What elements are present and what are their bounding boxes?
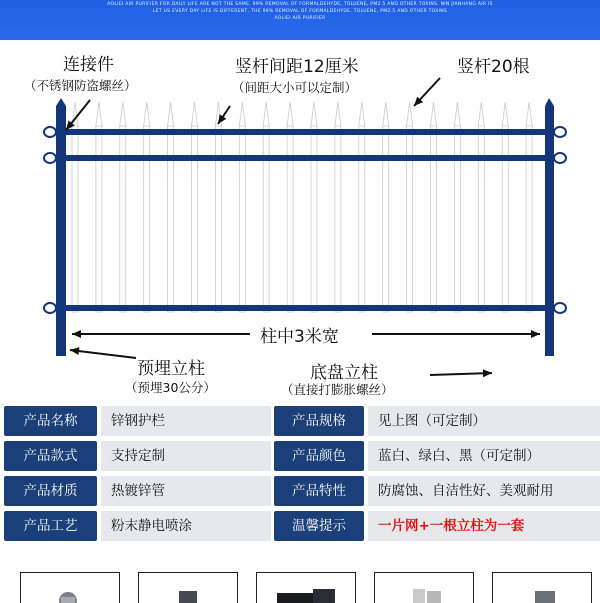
connector-bracket xyxy=(554,303,566,313)
connector-bracket xyxy=(554,153,566,163)
connector-bracket xyxy=(44,303,56,313)
picket-tip xyxy=(311,102,317,126)
picket xyxy=(263,124,269,312)
thumbnail-tube[interactable] xyxy=(256,572,356,603)
spec-value: 锌钢护栏 xyxy=(101,406,271,436)
picket-tip xyxy=(407,102,413,126)
connector-label: 连接件 xyxy=(63,55,114,75)
spec-label: 产品材质 xyxy=(4,476,97,506)
spec-value: 蓝白、绿白、黑（可定制） xyxy=(368,441,600,471)
spacing-label: 竖杆间距12厘米 xyxy=(235,57,359,77)
picket-tip xyxy=(454,102,460,126)
picket-tip xyxy=(144,102,150,126)
fence-diagram xyxy=(0,40,600,400)
picket-tip xyxy=(96,102,102,126)
picket xyxy=(144,124,150,312)
picket xyxy=(335,124,341,312)
picket xyxy=(311,124,317,312)
spacing-note: （间距大小可以定制） xyxy=(232,80,358,95)
thumbnail-cap[interactable] xyxy=(374,572,474,603)
spec-value: 支持定制 xyxy=(101,441,271,471)
spec-row xyxy=(4,441,600,471)
width-label: 柱中3米宽 xyxy=(257,322,342,347)
picket-tip xyxy=(478,102,484,126)
picket xyxy=(407,124,413,312)
picket-tip xyxy=(168,102,174,126)
connector-bracket xyxy=(554,127,566,137)
right-post xyxy=(545,106,554,356)
picket-tip xyxy=(120,102,126,126)
spec-row xyxy=(4,406,600,436)
connector-note: （不锈钢防盗螺丝） xyxy=(24,78,137,93)
picket xyxy=(502,124,508,312)
picket-tip xyxy=(335,102,341,126)
left-post xyxy=(56,106,66,356)
spec-label: 产品工艺 xyxy=(4,511,97,541)
spec-label: 温馨提示 xyxy=(274,511,364,541)
thumbnail-post[interactable] xyxy=(138,572,238,603)
picket-tip xyxy=(526,102,532,126)
spec-table xyxy=(4,406,600,546)
picket-tip xyxy=(359,102,365,126)
embedded-post-note: （预埋30公分） xyxy=(125,380,216,395)
picket xyxy=(383,124,389,312)
picket xyxy=(431,124,437,312)
spec-value: 粉末静电喷涂 xyxy=(101,511,271,541)
arrow-head xyxy=(483,369,492,377)
rail xyxy=(48,305,560,311)
picket xyxy=(526,124,532,312)
picket xyxy=(359,124,365,312)
thumbnail-screw[interactable] xyxy=(492,572,592,603)
connector-bracket xyxy=(44,127,56,137)
base-post-note: （直接打膨胀螺丝） xyxy=(281,382,394,397)
picket xyxy=(454,124,460,312)
picket xyxy=(215,124,221,312)
picket xyxy=(239,124,245,312)
arrow-line xyxy=(70,350,136,358)
picket xyxy=(168,124,174,312)
spec-value: 见上图（可定制） xyxy=(368,406,600,436)
picket xyxy=(478,124,484,312)
arrow-line xyxy=(430,373,492,375)
spec-label: 产品颜色 xyxy=(274,441,364,471)
left-post-cap xyxy=(56,98,66,106)
spec-label: 产品名称 xyxy=(4,406,97,436)
picket-tip xyxy=(431,102,437,126)
banner-text: AOLIEI AIR PURIFIER FOR DAILY LIFE ARE NOT THE SAME. 99% REMOVAL OF FORMALDEHYDE, TOLUENE, PM2.5 AND OTHER TOXINS. NIN JIANHANG AIR IS xyxy=(107,2,493,7)
spec-value: 防腐蚀、自洁性好、美观耐用 xyxy=(368,476,600,506)
spec-label: 产品特性 xyxy=(274,476,364,506)
spec-label: 产品款式 xyxy=(4,441,97,471)
spec-label: 产品规格 xyxy=(274,406,364,436)
thumbnail-connector[interactable] xyxy=(20,572,120,603)
rail xyxy=(48,129,560,135)
rail xyxy=(48,155,560,161)
picket-tip xyxy=(239,102,245,126)
top-banner xyxy=(0,0,600,40)
spec-value: 一片网+一根立柱为一套 xyxy=(368,511,600,541)
picket xyxy=(287,124,293,312)
embedded-post-label: 预埋立柱 xyxy=(137,359,205,379)
banner-text: LET US EVERY DAY LIFE IS DIFFERENT, THE 99% REMOVAL OF FORMALDEHYDE, TOLUENE, PM2.5 AND OTHER TOXINS xyxy=(152,9,448,14)
picket-count-label: 竖杆20根 xyxy=(457,57,530,77)
picket xyxy=(120,124,126,312)
arrow-head xyxy=(531,330,540,338)
right-post-cap xyxy=(545,98,554,106)
thumbnail-strip xyxy=(0,572,600,600)
picket xyxy=(192,124,198,312)
banner-text: AOLIEI AIR PURIFIER xyxy=(274,16,326,21)
connector-bracket xyxy=(44,153,56,163)
spec-value: 热镀锌管 xyxy=(101,476,271,506)
picket xyxy=(72,124,78,312)
arrow-head xyxy=(72,330,81,338)
picket xyxy=(96,124,102,312)
picket-tip xyxy=(192,102,198,126)
spec-row xyxy=(4,511,600,541)
base-post-label: 底盘立柱 xyxy=(310,363,378,383)
picket-tip xyxy=(502,102,508,126)
picket-tip xyxy=(263,102,269,126)
spec-row xyxy=(4,476,600,506)
picket-tip xyxy=(383,102,389,126)
picket-tip xyxy=(287,102,293,126)
